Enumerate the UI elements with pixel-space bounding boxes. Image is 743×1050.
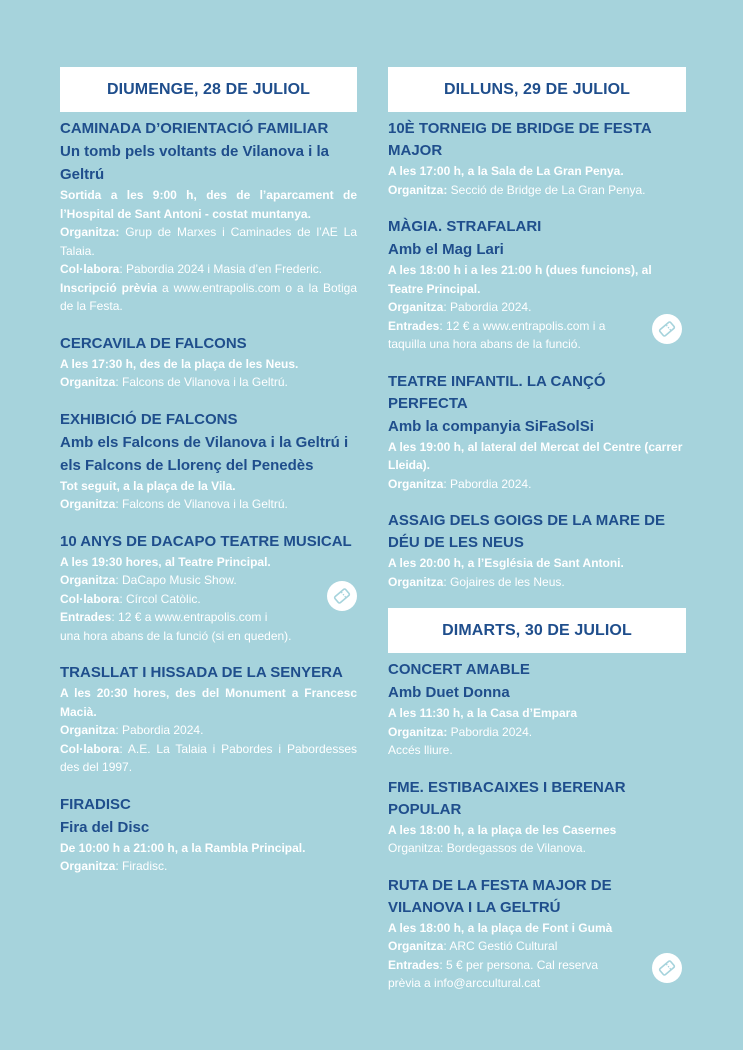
event-subtitle: Amb la companyia SiFaSolSi	[388, 417, 594, 435]
organizer-value: : Falcons de Vilanova i la Geltrú.	[115, 375, 288, 389]
event-organizer	[60, 721, 357, 740]
event-organizer	[60, 495, 357, 514]
collaborator-value: : Círcol Catòlic.	[119, 591, 201, 606]
event-registration	[60, 279, 357, 316]
organizer-label: Organitza:	[388, 724, 448, 739]
event-when: A les 20:30 hores, des del Monument a Francesc Macià.	[60, 686, 357, 719]
event-subtitle: Amb els Falcons de Vilanova i la Geltrú i els Falcons de Llorenç del Penedès	[60, 433, 349, 474]
event-senyera	[60, 662, 357, 777]
event-tickets	[388, 317, 686, 336]
event-teatre-infantil	[388, 371, 686, 494]
event-caminada	[60, 118, 357, 316]
event-organizer	[388, 181, 686, 200]
organizer-value: : DaCapo Music Show.	[115, 573, 237, 587]
event-organizer	[388, 573, 686, 592]
event-magia	[388, 216, 686, 354]
event-when: A les 19:00 h, al lateral del Mercat del Centre (carrer Lleida).	[388, 439, 683, 472]
event-when: A les 11:30 h, a la Casa d’Empara	[388, 706, 577, 720]
event-when: A les 17:30 h, des de la plaça de les Neus.	[60, 356, 299, 371]
left-column	[60, 67, 357, 893]
tickets-value: : 5 € per persona. Cal reserva	[439, 957, 599, 972]
event-organizer	[60, 223, 357, 260]
tickets-label: Entrades	[388, 957, 440, 972]
organizer-label: Organitza	[388, 939, 444, 953]
organizer-label: Organitza	[60, 723, 116, 737]
day-header-sunday: DIUMENGE, 28 DE JULIOL	[60, 67, 357, 112]
event-cercavila	[60, 333, 357, 392]
ticket-icon	[652, 953, 682, 983]
event-ruta	[388, 875, 686, 993]
event-organizer: Organitza: Bordegassos de Vilanova.	[388, 841, 586, 855]
registration-value: a www.entrapolis.com o a la Botiga de la Festa.	[60, 280, 357, 313]
event-title: TRASLLAT I HISSADA DE LA SENYERA	[60, 664, 343, 681]
organizer-value: Secció de Bridge de La Gran Penya.	[447, 182, 646, 197]
event-subtitle: Amb el Mag Lari	[388, 241, 504, 258]
tickets-label: Entrades	[388, 318, 440, 333]
organizer-label: Organitza	[388, 476, 444, 491]
event-exhibicio	[60, 409, 357, 514]
event-tickets-cont: una hora abans de la funció (si en queden).	[60, 628, 292, 643]
organizer-label: Organitza	[60, 375, 116, 389]
organizer-label: Organitza:	[60, 225, 120, 239]
organizer-value: Grup de Marxes i Caminades de l’AE La Talaia.	[60, 225, 357, 258]
ticket-icon	[327, 581, 357, 611]
event-organizer	[60, 373, 357, 392]
event-subtitle: Un tomb pels voltants de Vilanova i la Geltrú	[60, 143, 329, 183]
event-organizer	[60, 857, 357, 876]
event-subtitle: Amb Duet Donna	[388, 684, 510, 701]
event-when: Tot seguit, a la plaça de la Vila.	[60, 478, 236, 493]
collaborator-label: Col·labora	[60, 262, 120, 276]
organizer-value: : Falcons de Vilanova i la Geltrú.	[115, 497, 288, 511]
event-title: RUTA DE LA FESTA MAJOR DE VILANOVA I LA GELTRÚ	[388, 876, 612, 916]
ticket-icon	[652, 314, 682, 344]
event-concert	[388, 659, 686, 760]
event-organizer	[388, 475, 686, 494]
event-collaborator	[60, 590, 357, 609]
tickets-label: Entrades	[60, 610, 112, 624]
event-goigs	[388, 510, 686, 591]
collaborator-value: : Pabordia 2024 i Masia d’en Frederic.	[119, 262, 323, 276]
event-when: A les 17:00 h, a la Sala de La Gran Penya.	[388, 164, 624, 178]
event-title: CONCERT AMABLE	[388, 661, 530, 678]
event-when: De 10:00 h a 21:00 h, a la Rambla Principal.	[60, 840, 306, 855]
event-organizer	[388, 937, 686, 956]
event-title: CERCAVILA DE FALCONS	[60, 334, 247, 352]
tickets-value: : 12 € a www.entrapolis.com i	[111, 610, 268, 624]
event-title: FIRADISC	[60, 795, 131, 813]
event-bridge	[388, 118, 686, 199]
organizer-value: : Pabordia 2024.	[443, 476, 532, 491]
event-organizer	[388, 723, 686, 742]
event-tickets-cont: taquilla una hora abans de la funció.	[388, 337, 581, 351]
organizer-label: Organitza	[388, 574, 444, 589]
event-when: A les 18:00 h, a la plaça de les Casernes	[388, 822, 617, 837]
event-when: Sortida a les 9:00 h, des de l’aparcament de l’Hospital de Sant Antoni - costat muntanya.	[60, 188, 357, 221]
organizer-label: Organitza	[60, 497, 116, 511]
event-title: EXHIBICIÓ DE FALCONS	[60, 410, 238, 428]
tickets-value: : 12 € a www.entrapolis.com i a	[439, 318, 606, 333]
organizer-label: Organitza	[388, 300, 444, 314]
organizer-label: Organitza	[60, 573, 116, 587]
collaborator-value: : A.E. La Talaia i Pabordes i Pabordesses des del 1997.	[60, 741, 357, 774]
event-when: A les 19:30 hores, al Teatre Principal.	[60, 554, 271, 569]
organizer-label: Organitza:	[388, 182, 448, 197]
event-when: A les 18:00 h, a la plaça de Font i Gumà	[388, 920, 613, 935]
event-subtitle: Fira del Disc	[60, 818, 150, 836]
registration-label: Inscripció prèvia	[60, 280, 158, 295]
event-when: A les 18:00 h i a les 21:00 h (dues funcions), al Teatre Principal.	[388, 263, 652, 296]
day-header-monday: DILLUNS, 29 DE JULIOL	[388, 67, 686, 112]
event-collaborator	[60, 260, 357, 279]
event-tickets	[60, 608, 357, 627]
event-dacapo	[60, 531, 357, 646]
event-title: ASSAIG DELS GOIGS DE LA MARE DE DÉU DE LES NEUS	[388, 512, 665, 551]
organizer-value: : ARC Gestió Cultural	[443, 939, 558, 953]
organizer-value: : Pabordia 2024.	[115, 723, 204, 737]
event-title: 10 ANYS DE DACAPO TEATRE MUSICAL	[60, 532, 352, 550]
event-estibacaixes	[388, 777, 686, 858]
event-title: CAMINADA D’ORIENTACIÓ FAMILIAR	[60, 120, 329, 137]
event-tickets	[388, 956, 686, 975]
event-title: TEATRE INFANTIL. LA CANÇÓ PERFECTA	[388, 372, 606, 412]
event-firadisc	[60, 794, 357, 876]
right-column	[388, 67, 686, 1010]
collaborator-label: Col·labora	[60, 591, 120, 606]
collaborator-label: Col·labora	[60, 741, 120, 756]
organizer-value: : Firadisc.	[115, 859, 168, 873]
event-title: 10È TORNEIG DE BRIDGE DE FESTA MAJOR	[388, 120, 652, 159]
event-collaborator	[60, 740, 357, 777]
event-note: Accés lliure.	[388, 743, 453, 757]
event-tickets-cont: prèvia a info@arccultural.cat	[388, 976, 541, 990]
event-title: MÀGIA. STRAFALARI	[388, 218, 542, 235]
organizer-value: Pabordia 2024.	[447, 724, 533, 739]
day-header-tuesday: DIMARTS, 30 DE JULIOL	[388, 608, 686, 653]
organizer-value: : Pabordia 2024.	[443, 300, 532, 314]
event-organizer	[388, 298, 686, 317]
organizer-label: Organitza	[60, 859, 116, 873]
event-when: A les 20:00 h, a l’Església de Sant Antoni.	[388, 556, 624, 570]
event-title: FME. ESTIBACAIXES I BERENAR POPULAR	[388, 778, 626, 818]
organizer-value: : Gojaires de les Neus.	[443, 574, 565, 589]
event-organizer	[60, 571, 357, 590]
